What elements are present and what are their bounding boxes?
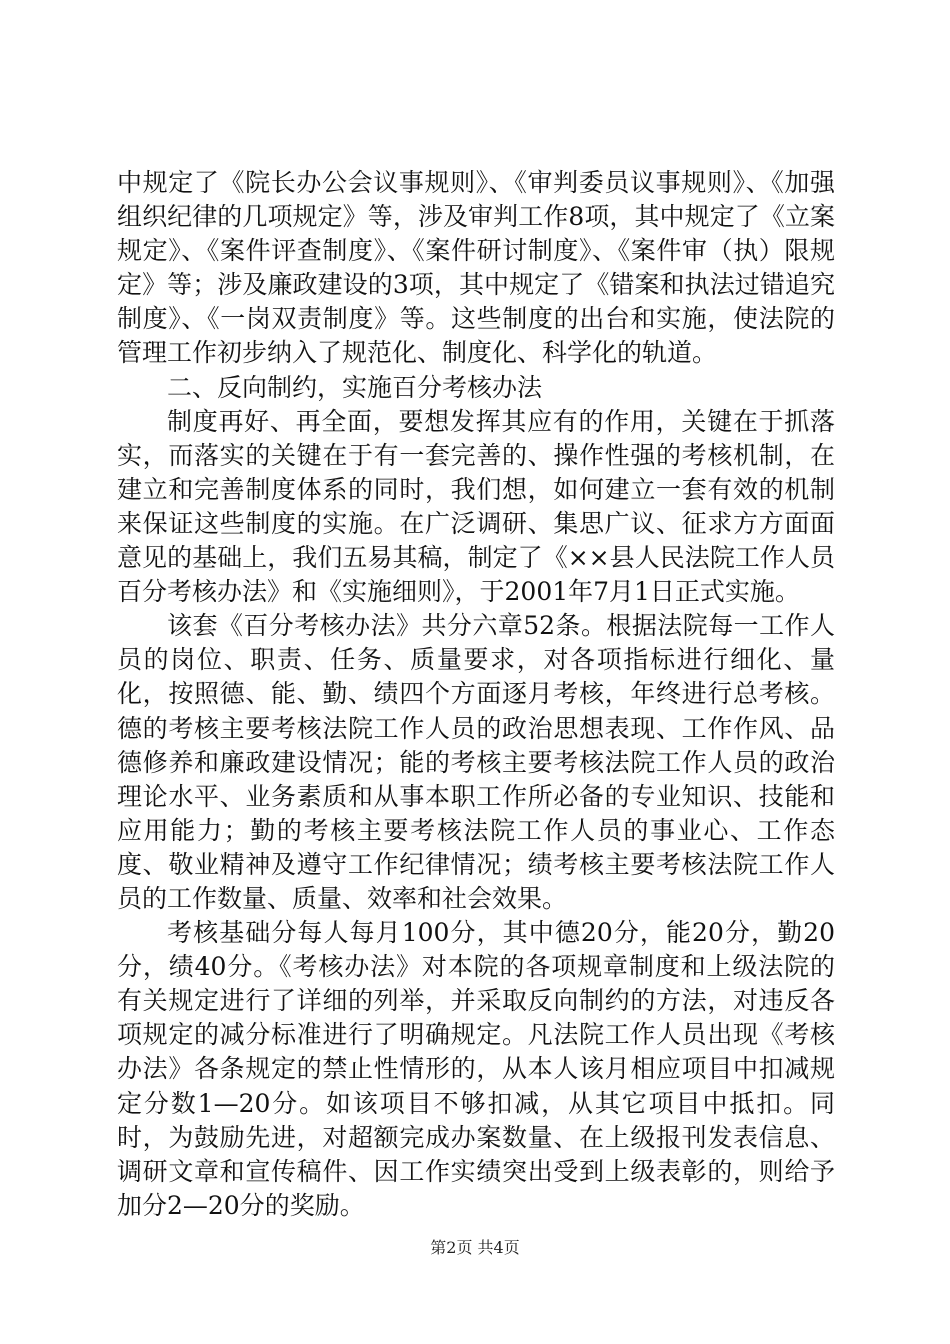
section-heading-reverse-constraint: 二、反向制约，实施百分考核办法 — [167, 372, 543, 402]
paragraph-assessment-method: 该套《百分考核办法》共分六章52条。根据法院每一工作人员的岗位、职责、任务、质量要求，对各项指标进行细化、量化，按照德、能、勤、绩四个方面逐月考核，年终进行总考核。德的考核主要考核法院工作人员的政治思想表现、工作作风、品德修养和廉政建设情况；能的考核主要考核法院工作人员的政治理论水平、业务素质和从事本职工作所必备的专业知识、技能和应用能力；勤的考核主要考核法院工作人员的事业心、工作态度、敬业精神及遵守工作纪律情况；绩考核主要考核法院工作人员的工作数量、质量、效率和社会效果。 — [117, 611, 835, 913]
document-body — [117, 166, 835, 1223]
paragraph-base-score: 考核基础分每人每月100分，其中德20分，能20分，勤20分，绩40分。《考核办法》对本院的各项规章制度和上级法院的有关规定进行了详细的列举，并采取反向制约的方法，对违反各项规定的减分标准进行了明确规定。凡法院工作人员出现《考核办法》各条规定的禁止性情形的，从本人该月相应项目中扣减规定分数1—20分。如该项目不够扣减，从其它项目中抵扣。同时，为鼓励先进，对超额完成办案数量、在上级报刊发表信息、调研文章和宣传稿件、因工作实绩突出受到上级表彰的，则给予加分2—20分的奖励。 — [117, 918, 835, 1220]
paragraph-rules-continuation: 中规定了《院长办公会议事规则》、《审判委员议事规则》、《加强组织纪律的几项规定》等，涉及审判工作8项，其中规定了《立案规定》、《案件评查制度》、《案件研讨制度》、《案件审（执）限规定》等；涉及廉政建设的3项，其中规定了《错案和执法过错追究制度》、《一岗双责制度》等。这些制度的出台和实施，使法院的管理工作初步纳入了规范化、制度化、科学化的轨道。 — [117, 168, 835, 368]
paragraph-implementation: 制度再好、再全面，要想发挥其应有的作用，关键在于抓落实，而落实的关键在于有一套完善的、操作性强的考核机制，在建立和完善制度体系的同时，我们想，如何建立一套有效的机制来保证这些制度的实施。在广泛调研、集思广议、征求方方面面意见的基础上，我们五易其稿，制定了《××县人民法院工作人员百分考核办法》和《实施细则》，于2001年7月1日正式实施。 — [117, 406, 835, 607]
page-number-footer: 第2页 共4页 — [430, 1238, 520, 1257]
